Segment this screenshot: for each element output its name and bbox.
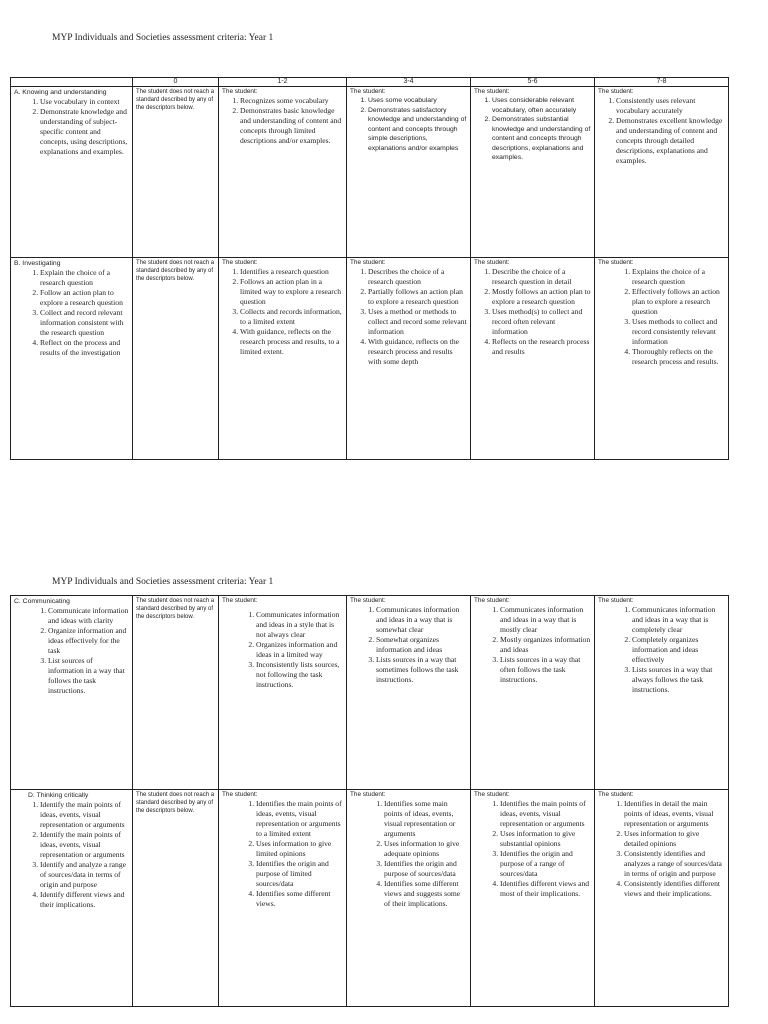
the-student-label: The student:	[350, 88, 386, 95]
strand: 3. List sources of information in a way that follows the task instructions.	[48, 656, 129, 696]
descriptor: 1. Describe the choice of a research question in detail	[492, 267, 591, 287]
descriptor: 3. Collects and records information, to a limited extent	[240, 307, 343, 327]
the-student-label: The student:	[474, 88, 510, 95]
descriptor: 4. With guidance, reflects on the research process and results with some depth	[368, 337, 467, 367]
criterion-a-band-3-4	[347, 87, 471, 258]
criteria-table-cd	[10, 595, 729, 1007]
criterion-d-band-5-6	[471, 790, 595, 1007]
descriptor: 2. Uses information to give detailed opinions	[624, 829, 725, 849]
descriptor: 3. Identifies the origin and purpose of a range of sources/data	[500, 849, 591, 879]
descriptor: 2. Follows an action plan in a limited way to explore a research question	[240, 277, 343, 307]
criterion-c-band-0: The student does not reach a standard described by any of the descriptors below.	[133, 596, 219, 790]
header-blank	[11, 78, 133, 87]
the-student-label: The student:	[222, 597, 258, 604]
descriptor: 2. Mostly organizes information and ideas	[500, 635, 591, 655]
criterion-a-band-5-6	[471, 87, 595, 258]
the-student-label: The student:	[598, 88, 634, 95]
descriptor: 1. Communicates information and ideas in a way that is somewhat clear	[376, 605, 467, 635]
descriptor: 2. Uses information to give adequate opinions	[384, 839, 467, 859]
strand: 2. Identify the main points of ideas, events, visual representation or arguments	[40, 830, 129, 860]
strand: 3. Collect and record relevant information consistent with the research question	[40, 308, 129, 338]
descriptor: 1. Communicates information and ideas in a way that is completely clear	[632, 605, 725, 635]
the-student-label: The student:	[598, 259, 634, 266]
descriptor: 2. Demonstrates basic knowledge and understanding of content and concepts through limited descriptions and/or examples.	[240, 106, 343, 146]
strand: 2. Organize information and ideas effectively for the task	[48, 626, 129, 656]
strand: 1. Use vocabulary in context	[40, 97, 129, 107]
strand: 2. Follow an action plan to explore a research question	[40, 288, 129, 308]
criterion-a-strands	[11, 87, 133, 258]
descriptor: 3. Lists sources in a way that often follows the task instructions.	[500, 655, 591, 685]
descriptor: 4. Identifies different views and most of their implications.	[500, 879, 591, 899]
descriptor: 2. Demonstrates substantial knowledge and understanding of content and concepts through descriptions, explanations and examples.	[492, 115, 591, 163]
descriptor: 4. With guidance, reflects on the research process and results, to a limited extent.	[240, 327, 343, 357]
criterion-b-strands	[11, 258, 133, 460]
descriptor: 3. Uses a method or methods to collect and record some relevant information	[368, 307, 467, 337]
criterion-d-band-3-4	[347, 790, 471, 1007]
criterion-d-band-1-2	[219, 790, 347, 1007]
criteria-table-ab	[10, 77, 729, 460]
descriptor: 2. Mostly follows an action plan to explore a research question	[492, 287, 591, 307]
criterion-b-band-0: The student does not reach a standard described by any of the descriptors below.	[133, 258, 219, 460]
descriptor: 4. Identifies some different views.	[256, 889, 343, 909]
descriptor: 1. Describes the choice of a research question	[368, 267, 467, 287]
criterion-c-row	[11, 596, 729, 790]
descriptor: 3. Uses method(s) to collect and record often relevant information	[492, 307, 591, 337]
descriptor: 1. Identifies the main points of ideas, events, visual representation or arguments to a limited extent	[256, 799, 343, 839]
descriptor: 1. Identifies a research question	[240, 267, 343, 277]
descriptor: 2. Organizes information and ideas in a limited way	[256, 640, 343, 660]
criterion-b-row	[11, 258, 729, 460]
page-title-top: MYP Individuals and Societies assessment criteria: Year 1	[52, 33, 274, 43]
the-student-label: The student:	[598, 597, 634, 604]
strand: 1. Explain the choice of a research question	[40, 268, 129, 288]
descriptor: 2. Uses information to give substantial opinions	[500, 829, 591, 849]
criterion-a-heading: A. Knowing and understanding	[14, 89, 107, 96]
the-student-label: The student:	[474, 791, 510, 798]
criterion-b-band-3-4	[347, 258, 471, 460]
descriptor: 1. Communicates information and ideas in a way that is mostly clear	[500, 605, 591, 635]
descriptor: 2. Demonstrates satisfactory knowledge and understanding of content and concepts through simple descriptions, explanations and/or examples	[368, 106, 467, 154]
criterion-a-band-1-2	[219, 87, 347, 258]
descriptor: 2. Somewhat organizes information and ideas	[376, 635, 467, 655]
descriptor: 1. Consistently uses relevant vocabulary accurately	[616, 96, 725, 116]
criterion-c-band-3-4	[347, 596, 471, 790]
descriptor: 1. Communicates information and ideas in a style that is not always clear	[256, 610, 343, 640]
criterion-c-band-7-8	[595, 596, 729, 790]
descriptor: 1. Identifies some main points of ideas, events, visual representation or arguments	[384, 799, 467, 839]
criterion-a-band-0: The student does not reach a standard described by any of the descriptors below.	[133, 87, 219, 258]
strand: 1. Identify the main points of ideas, events, visual representation or arguments	[40, 800, 129, 830]
the-student-label: The student:	[474, 597, 510, 604]
the-student-label: The student:	[350, 791, 386, 798]
criterion-c-band-1-2	[219, 596, 347, 790]
descriptor: 4. Consistently identifies different views and their implications.	[624, 879, 725, 899]
descriptor: 1. Identifies in detail the main points of ideas, events, visual representation or arguments	[624, 799, 725, 829]
criterion-c-heading: C. Communicating	[14, 598, 70, 605]
criterion-d-heading: D. Thinking critically	[28, 792, 89, 799]
band-0-header: 0	[133, 78, 219, 87]
criterion-c-strands	[11, 596, 133, 790]
criterion-d-row	[11, 790, 729, 1007]
criterion-d-band-7-8	[595, 790, 729, 1007]
descriptor: 3. Identifies the origin and purpose of limited sources/data	[256, 859, 343, 889]
strand: 2. Demonstrate knowledge and understanding of subject-specific content and concepts, using descriptions, explanations and examples.	[40, 107, 129, 157]
criterion-d-band-0: The student does not reach a standard described by any of the descriptors below.	[133, 790, 219, 1007]
descriptor: 3. Inconsistently lists sources, not following the task instructions.	[256, 660, 343, 690]
descriptor: 2. Demonstrates excellent knowledge and understanding of content and concepts through detailed descriptions, explanations and examples.	[616, 116, 725, 166]
descriptor: 2. Partially follows an action plan to explore a research question	[368, 287, 467, 307]
strand: 4. Identify different views and their implications.	[40, 890, 129, 910]
descriptor: 1. Uses considerable relevant vocabulary, often accurately	[492, 96, 591, 115]
the-student-label: The student:	[350, 597, 386, 604]
strand: 1. Communicate information and ideas with clarity	[48, 606, 129, 626]
the-student-label: The student:	[222, 791, 258, 798]
descriptor: 3. Consistently identifies and analyzes a range of sources/data in terms of origin and purpose	[624, 849, 725, 879]
descriptor: 2. Uses information to give limited opinions	[256, 839, 343, 859]
band-3-4-header: 3-4	[347, 78, 471, 87]
descriptor: 1. Explains the choice of a research question	[632, 267, 725, 287]
criterion-b-band-7-8	[595, 258, 729, 460]
criterion-c-band-5-6	[471, 596, 595, 790]
criterion-b-band-5-6	[471, 258, 595, 460]
band-7-8-header: 7-8	[595, 78, 729, 87]
descriptor: 3. Identifies the origin and purpose of sources/data	[384, 859, 467, 879]
descriptor: 2. Effectively follows an action plan to explore a research question	[632, 287, 725, 317]
descriptor: 1. Uses some vocabulary	[368, 96, 467, 106]
strand: 4. Reflect on the process and results of the investigation	[40, 338, 129, 358]
criterion-d-strands	[11, 790, 133, 1007]
descriptor: 3. Uses methods to collect and record consistently relevant information	[632, 317, 725, 347]
descriptor: 4. Identifies some different views and suggests some of their implications.	[384, 879, 467, 909]
strand: 3. Identify and analyze a range of sources/data in terms of origin and purpose	[40, 860, 129, 890]
the-student-label: The student:	[598, 791, 634, 798]
the-student-label: The student:	[350, 259, 386, 266]
descriptor: 3. Lists sources in a way that always follows the task instructions.	[632, 665, 725, 695]
criterion-a-row	[11, 87, 729, 258]
descriptor: 1. Identifies the main points of ideas, events, visual representation or arguments	[500, 799, 591, 829]
page-title-bottom: MYP Individuals and Societies assessment criteria: Year 1	[52, 577, 274, 587]
the-student-label: The student:	[474, 259, 510, 266]
criterion-a-band-7-8	[595, 87, 729, 258]
criterion-b-band-1-2	[219, 258, 347, 460]
descriptor: 4. Reflects on the research process and results	[492, 337, 591, 357]
descriptor: 2. Completely organizes information and ideas effectively	[632, 635, 725, 665]
descriptor: 4. Thoroughly reflects on the research process and results.	[632, 347, 725, 367]
band-header-row	[11, 78, 729, 87]
band-5-6-header: 5-6	[471, 78, 595, 87]
descriptor: 3. Lists sources in a way that sometimes follows the task instructions.	[376, 655, 467, 685]
descriptor: 1. Recognizes some vocabulary	[240, 96, 343, 106]
criterion-b-heading: B. Investigating	[14, 260, 61, 267]
band-1-2-header: 1-2	[219, 78, 347, 87]
the-student-label: The student:	[222, 259, 258, 266]
the-student-label: The student:	[222, 88, 258, 95]
